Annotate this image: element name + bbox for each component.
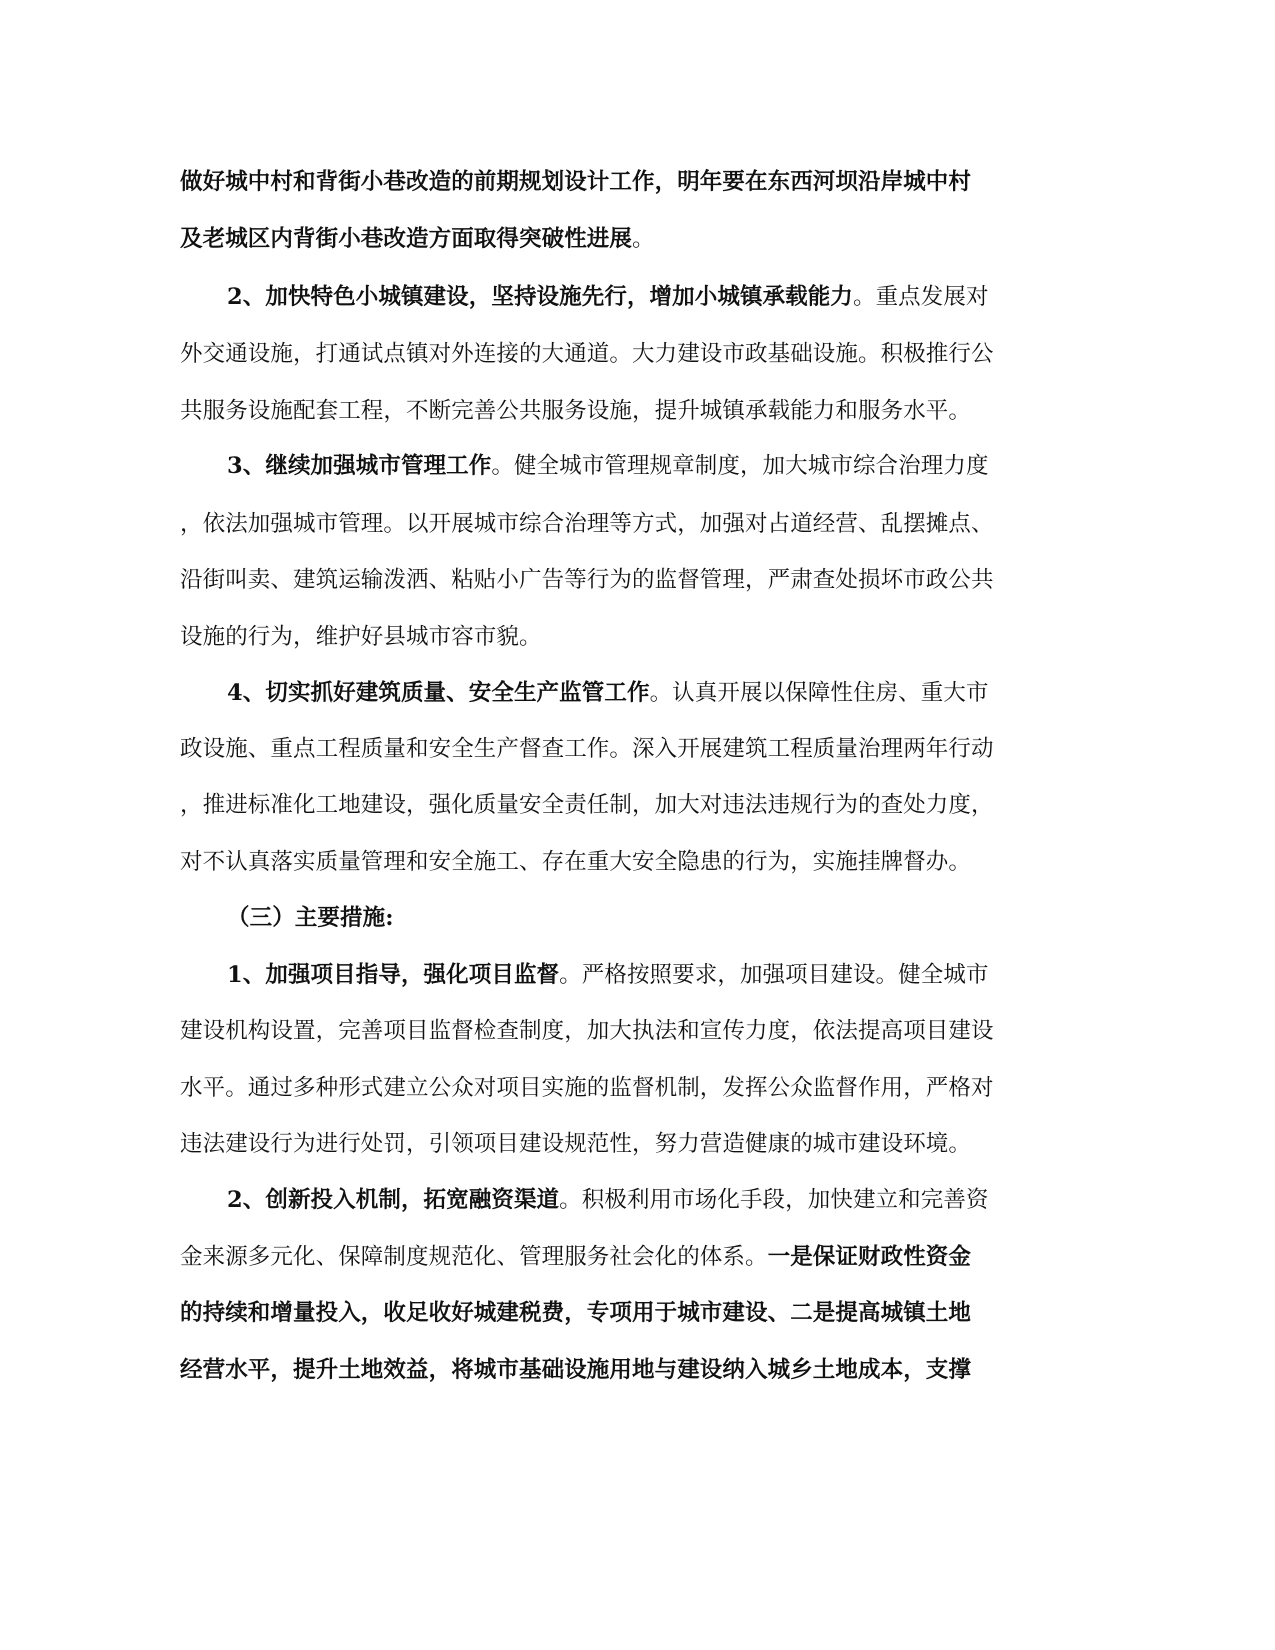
normal-text: 。健全城市管理规章制度，加大城市综合治理力度 [491, 453, 989, 479]
normal-text: 金来源多元化、保障制度规范化、管理服务社会化的体系。 [180, 1244, 768, 1270]
bold-heading: 2、加快特色小城镇建设，坚持设施先行，增加小城镇承载能力 [227, 284, 853, 310]
text-line [180, 622, 542, 652]
normal-text: 设施的行为，维护好县城市容市貌。 [180, 624, 542, 650]
normal-text: 建设机构设置，完善项目监督检查制度，加大执法和宣传力度，依法提高项目建设 [180, 1018, 994, 1044]
normal-text: 。认真开展以保障性住房、重大市 [649, 680, 989, 706]
text-line [180, 565, 994, 595]
bold-text: 做好城中村和背街小巷改造的前期规划设计工作，明年要在东西河坝沿岸城中村 [180, 169, 972, 195]
section-heading [227, 903, 394, 933]
text-line [180, 734, 994, 764]
text-line [180, 1298, 971, 1328]
normal-text: 对不认真落实质量管理和安全施工、存在重大安全隐患的行为，实施挂牌督办。 [180, 849, 972, 875]
text-line [180, 224, 655, 254]
bold-heading: （三）主要措施: [227, 905, 394, 931]
paragraph-heading-line [227, 282, 989, 312]
normal-text: 外交通设施，打通试点镇对外连接的大通道。大力建设市政基础设施。积极推行公 [180, 341, 994, 367]
text-line [180, 396, 971, 426]
normal-text: ，依法加强城市管理。以开展城市综合治理等方式，加强对占道经营、乱摆摊点、 [180, 511, 994, 537]
paragraph-heading-line [227, 678, 989, 708]
normal-text: 。重点发展对 [852, 284, 989, 310]
normal-text: 政设施、重点工程质量和安全生产督查工作。深入开展建筑工程质量治理两年行动 [180, 736, 994, 762]
text-line [180, 1016, 994, 1046]
bold-heading: 3、继续加强城市管理工作 [227, 453, 492, 479]
paragraph-heading-line [227, 1185, 989, 1215]
bold-text: 及老城区内背街小巷改造方面取得突破性进展 [180, 226, 633, 252]
normal-text: 共服务设施配套工程，不断完善公共服务设施，提升城镇承载能力和服务水平。 [180, 398, 972, 424]
text-line [180, 1242, 971, 1272]
bold-heading: 2、创新投入机制，拓宽融资渠道 [227, 1187, 560, 1213]
bold-text: 的持续和增量投入，收足收好城建税费，专项用于城市建设、二是提高城镇土地 [180, 1300, 972, 1326]
text-line [180, 1355, 971, 1385]
paragraph-heading-line [227, 960, 989, 990]
normal-text: 沿街叫卖、建筑运输泼洒、粘贴小广告等行为的监督管理，严肃查处损坏市政公共 [180, 567, 994, 593]
text-line [180, 847, 971, 877]
text-line [180, 790, 994, 820]
text-line [180, 1073, 994, 1103]
normal-text: 违法建设行为进行处罚，引领项目建设规范性，努力营造健康的城市建设环境。 [180, 1131, 972, 1157]
normal-text: 。积极利用市场化手段，加快建立和完善资 [559, 1187, 989, 1213]
bold-heading: 1、加强项目指导，强化项目监督 [227, 962, 560, 988]
text-line [180, 167, 971, 197]
normal-text: ，推进标准化工地建设，强化质量安全责任制，加大对违法违规行为的查处力度， [180, 792, 994, 818]
normal-text: 。 [632, 226, 655, 252]
bold-heading: 4、切实抓好建筑质量、安全生产监管工作 [227, 680, 650, 706]
normal-text: 。严格按照要求，加强项目建设。健全城市 [559, 962, 989, 988]
bold-text: 经营水平，提升土地效益，将城市基础设施用地与建设纳入城乡土地成本，支撑 [180, 1357, 972, 1383]
text-line [180, 509, 994, 539]
normal-text: 水平。通过多种形式建立公众对项目实施的监督机制，发挥公众监督作用，严格对 [180, 1075, 994, 1101]
text-line [180, 339, 994, 369]
paragraph-heading-line [227, 451, 989, 481]
text-line [180, 1129, 971, 1159]
bold-text: 一是保证财政性资金 [767, 1244, 972, 1270]
